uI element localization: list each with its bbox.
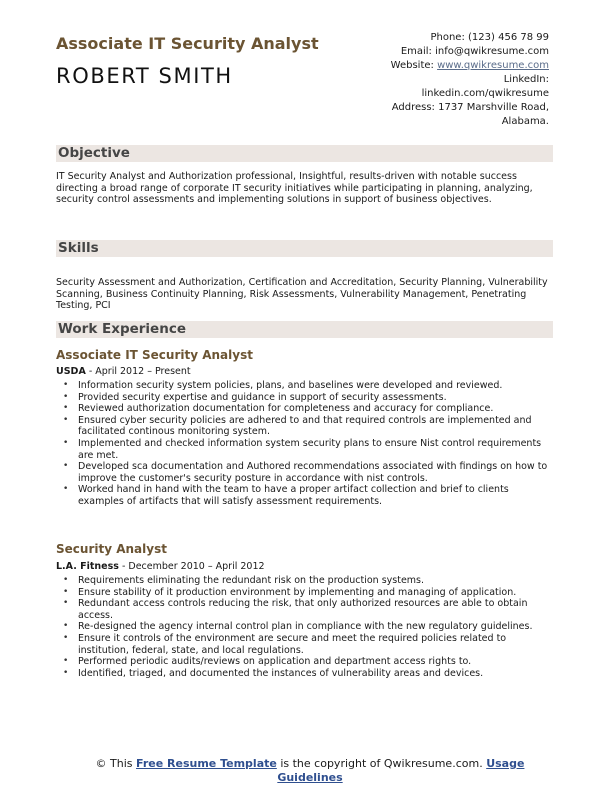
list-item: • Identified, triaged, and documented the instances of vulnerability areas and devices. bbox=[58, 668, 548, 680]
contact-phone bbox=[391, 31, 549, 45]
objective-title: Objective bbox=[58, 145, 130, 161]
job-title-1: Associate IT Security Analyst bbox=[56, 348, 253, 362]
objective-text: IT Security Analyst and Authorization professional, Insightful, results-driven with notable success directing a broad range of corporate IT security initiatives while participating in planning, analyzing, security control assessments and implementing solutions in support of business objectives. bbox=[56, 171, 533, 206]
contact-email bbox=[391, 45, 549, 59]
job-dates-2: - December 2010 – April 2012 bbox=[118, 561, 265, 572]
skills-text: Security Assessment and Authorization, Certification and Accreditation, Security Planning, Vulnerability Scanning, Business Continuity Planning, Risk Assessments, Vulnerability Management, Penetrating Testing, PCI bbox=[56, 277, 548, 312]
list-item: • Implemented and checked information system security plans to ensure Nist control requirements are met. bbox=[58, 438, 548, 461]
candidate-name: ROBERT SMITH bbox=[56, 64, 233, 88]
job-bullets-2 bbox=[58, 575, 548, 679]
list-item: • Information security system policies, plans, and baselines were developed and reviewed. bbox=[58, 380, 548, 392]
list-item: • Developed sca documentation and Authored recommendations associated with findings on how to improve the customer's security posture in accordance with nist controls. bbox=[58, 461, 548, 484]
address-label: Address: bbox=[391, 102, 435, 113]
list-item: • Worked hand in hand with the team to have a proper artifact collection and brief to clients examples of artifacts that will satisfy assessment requirements. bbox=[58, 484, 548, 507]
list-item: • Ensured cyber security policies are adhered to and that required controls are implemented and facilitated continous monitoring system. bbox=[58, 415, 548, 438]
website-label: Website: bbox=[390, 60, 434, 71]
contact-linkedin-label: LinkedIn: bbox=[503, 74, 549, 85]
header bbox=[56, 34, 319, 88]
job-dates-1: - April 2012 – Present bbox=[85, 366, 191, 377]
skills-section-header bbox=[56, 240, 553, 257]
job-company-1: USDA bbox=[56, 366, 86, 377]
list-item: • Requirements eliminating the redundant risk on the production systems. bbox=[58, 575, 548, 587]
work-experience-title: Work Experience bbox=[58, 321, 186, 337]
list-item: • Reviewed authorization documentation for completeness and accuracy for compliance. bbox=[58, 403, 548, 415]
job-bullets-1 bbox=[58, 380, 548, 508]
list-item: • Performed periodic audits/reviews on application and department access rights to. bbox=[58, 656, 548, 668]
job-company-2: L.A. Fitness bbox=[56, 561, 119, 572]
footer bbox=[80, 757, 540, 784]
usage-guidelines-link[interactable]: Usage Guidelines bbox=[277, 757, 525, 784]
skills-title: Skills bbox=[58, 240, 99, 256]
phone-value: (123) 456 78 99 bbox=[468, 32, 549, 43]
list-item: • Ensure stability of it production environment by implementing and managing of application. bbox=[58, 587, 548, 599]
contact-block bbox=[391, 31, 549, 129]
contact-linkedin-value: linkedin.com/qwikresume bbox=[421, 88, 549, 99]
free-resume-template-link[interactable]: Free Resume Template bbox=[136, 757, 277, 770]
list-item: • Re-designed the agency internal control plan in compliance with the new regulatory guidelines. bbox=[58, 621, 548, 633]
contact-address-line2: Alabama. bbox=[501, 116, 549, 127]
objective-section-header bbox=[56, 145, 553, 162]
list-item: • Redundant access controls reducing the risk, that only authorized resources are able to obtain access. bbox=[58, 598, 548, 621]
website-link[interactable]: www.qwikresume.com bbox=[437, 60, 549, 71]
list-item: • Ensure it controls of the environment are secure and meet the required policies related to institution, federal, state, and local regulations. bbox=[58, 633, 548, 656]
job-meta-2 bbox=[56, 561, 265, 572]
work-experience-section-header bbox=[56, 321, 553, 338]
contact-website bbox=[391, 59, 549, 73]
email-value: info@qwikresume.com bbox=[435, 46, 549, 57]
phone-label: Phone: bbox=[430, 32, 465, 43]
list-item: • Provided security expertise and guidance in support of security assessments. bbox=[58, 392, 548, 404]
footer-middle: is the copyright of Qwikresume.com. bbox=[276, 757, 487, 770]
email-label: Email: bbox=[400, 46, 432, 57]
contact-address bbox=[391, 101, 549, 115]
job-title-2: Security Analyst bbox=[56, 542, 167, 556]
header-job-title: Associate IT Security Analyst bbox=[56, 34, 319, 53]
job-meta-1 bbox=[56, 366, 191, 377]
address-line1: 1737 Marshville Road, bbox=[438, 102, 549, 113]
footer-prefix: © This bbox=[95, 757, 137, 770]
